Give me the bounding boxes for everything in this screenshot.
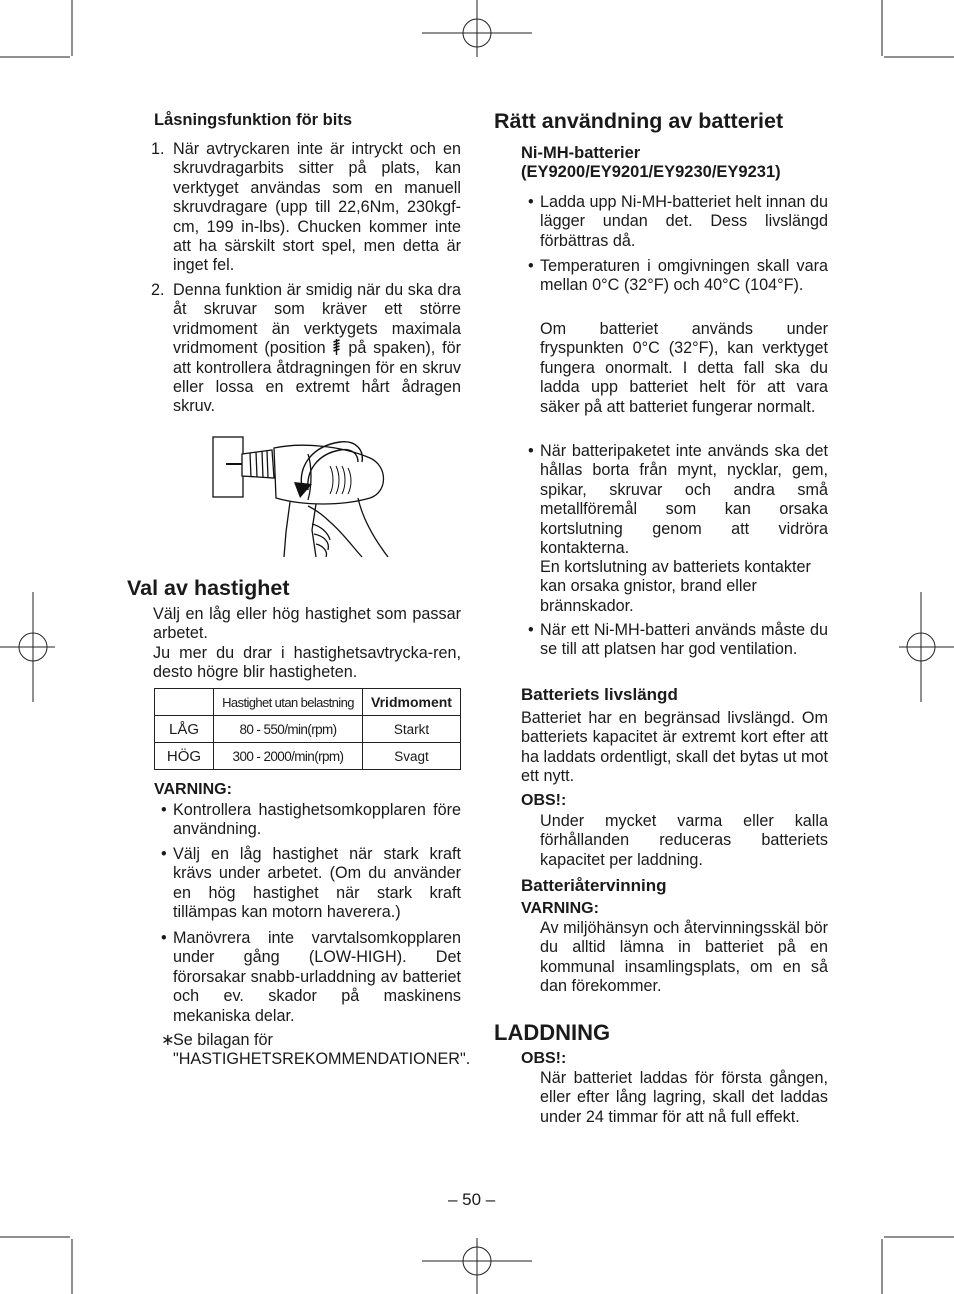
table-header-cell: Hastighet utan belastning	[214, 689, 363, 716]
drill-mode-icon	[332, 339, 341, 355]
warning-title: VARNING:	[154, 781, 232, 798]
bullet-text: Kontrollera hastighetsomkopplaren före användning.	[173, 801, 461, 839]
battery-bullet-4	[528, 621, 828, 660]
bullet-text: Ladda upp Ni-MH-batteriet helt innan du lägger undan det. Dess livslängd förbättras då.	[540, 193, 828, 250]
item-number: 1.	[151, 140, 165, 158]
nimh-heading	[521, 144, 781, 182]
table-cell: Svagt	[363, 743, 461, 770]
item-text-b: på spaken), för att kontrollera åtdragningen för en skruv eller lossa en extremt hårt ådragen skruv.	[173, 339, 461, 416]
obs-text-1: Under mycket varma eller kalla förhållanden reduceras batteriets kapacitet per laddning.	[540, 812, 828, 869]
table-cell: 300 - 2000/min(rpm)	[214, 743, 363, 770]
battery-bullet-2	[528, 257, 828, 296]
bullet-dot: •	[161, 845, 167, 863]
battery-heading: Rätt användning av batteriet	[494, 109, 784, 133]
item-text: När avtryckaren inte är intryckt och en skruvdragarbits sitter på plats, kan verktyget användas som en manuell skruvdragare (upp till 22,6Nm, 230kgf-cm, 199 in-lbs). Chucken kommer inte att ha särskilt stort spel, men detta är inget fel.	[173, 140, 461, 275]
star-mark: ∗	[161, 1031, 175, 1049]
obs-title-1: OBS!:	[521, 792, 567, 809]
bullet-text: När batteripaketet inte används ska det hållas borta från mynt, nycklar, gem, spikar, skruvar och andra små metallföremål som kan orsaka kortslutning genom att vidröra kontakterna.	[540, 442, 828, 558]
item-number: 2.	[151, 281, 165, 299]
bullet-text: Temperaturen i omgivningen skall vara mellan 0°C (32°F) och 40°C (104°F).	[540, 257, 828, 295]
battery-bullet-3	[528, 442, 828, 558]
charging-heading: LADDNING	[494, 1020, 611, 1045]
table-cell: HÖG	[155, 743, 214, 770]
star-note-text: Se bilagan för "HASTIGHETSREKOMMENDATIONER".	[173, 1031, 471, 1069]
numbered-item-2	[151, 281, 461, 417]
battery-bullet-3-continued: En kortslutning av batteriets kontakter kan orsaka gnistor, brand eller brännskador.	[540, 558, 811, 615]
speed-table	[154, 688, 461, 770]
nimh-line-1: Ni-MH-batterier	[521, 144, 641, 162]
table-header-cell	[155, 689, 214, 716]
item-text-a: Denna funktion är smidig när du ska dra åt skruvar som kräver ett större vridmoment än verktygets maximala vridmoment (position	[173, 281, 461, 358]
speed-heading: Val av hastighet	[127, 576, 290, 600]
bullet-text: När ett Ni-MH-batteri används måste du se till att platsen har god ventilation.	[540, 621, 828, 659]
bullet-text: Manövrera inte varvtalsomkopplaren under gång (LOW-HIGH). Det förorsakar snabb-urladdning av batteriet och ev. skador på maskinens mekaniska delar.	[173, 929, 461, 1025]
numbered-item-1	[151, 140, 461, 276]
bits-lock-heading: Låsningsfunktion för bits	[154, 111, 352, 129]
obs-title-2: OBS!:	[521, 1050, 567, 1067]
table-cell: 80 - 550/min(rpm)	[214, 716, 363, 743]
charging-note-text: När batteriet laddas för första gången, eller efter lång lagring, skall det laddas under 24 timmar för att nå full effekt.	[540, 1069, 828, 1126]
recycling-warning-text: Av miljöhänsyn och återvinningsskäl bör du alltid lämna in batteriet på en kommunal insamlingsplats, om en så dan förekommer.	[540, 919, 828, 996]
speed-paragraph-2: Ju mer du drar i hastighetsavtrycka-ren, desto högre blir hastigheten.	[153, 644, 461, 682]
warning-bullet-2	[161, 845, 461, 923]
bullet-dot: •	[528, 257, 534, 275]
star-note	[161, 1031, 471, 1070]
bullet-dot: •	[528, 193, 534, 211]
bullet-dot: •	[528, 621, 534, 639]
bullet-text: Välj en låg hastighet när stark kraft krävs under arbetet. (Om du använder en hög hastighet när stark kraft tillämpas kan motorn haverera.)	[173, 845, 461, 922]
warning-bullet-1	[161, 801, 461, 840]
battery-bullet-1	[528, 193, 828, 251]
table-row	[155, 716, 461, 743]
battery-bullet-2-continued: Om batteriet används under fryspunkten 0°C (32°F), kan verktyget fungera onormalt. I detta fall ska du ladda upp batteriet helt för att vara säker på att batteriet fungerar normalt.	[540, 320, 828, 416]
table-row	[155, 743, 461, 770]
battery-life-text: Batteriet har en begränsad livslängd. Om batteriets kapacitet är extremt kort efter att ha laddats ordentligt, skall det bytas ut mot ett nytt.	[521, 709, 828, 786]
table-cell: LÅG	[155, 716, 214, 743]
warning-title-2: VARNING:	[521, 900, 599, 917]
table-header-row	[155, 689, 461, 716]
bullet-dot: •	[161, 801, 167, 819]
table-header-cell: Vridmoment	[363, 689, 461, 716]
page-number: – 50 –	[448, 1190, 496, 1209]
table-cell: Starkt	[363, 716, 461, 743]
warning-bullet-3	[161, 929, 461, 1026]
bullet-dot: •	[528, 442, 534, 460]
drill-illustration	[212, 436, 402, 558]
nimh-line-2: (EY9200/EY9201/EY9230/EY9231)	[521, 163, 781, 181]
bullet-dot: •	[161, 929, 167, 947]
speed-paragraph-1: Välj en låg eller hög hastighet som passar arbetet.	[153, 605, 461, 643]
battery-life-heading: Batteriets livslängd	[521, 685, 678, 704]
recycling-heading: Batteriåtervinning	[521, 876, 667, 895]
